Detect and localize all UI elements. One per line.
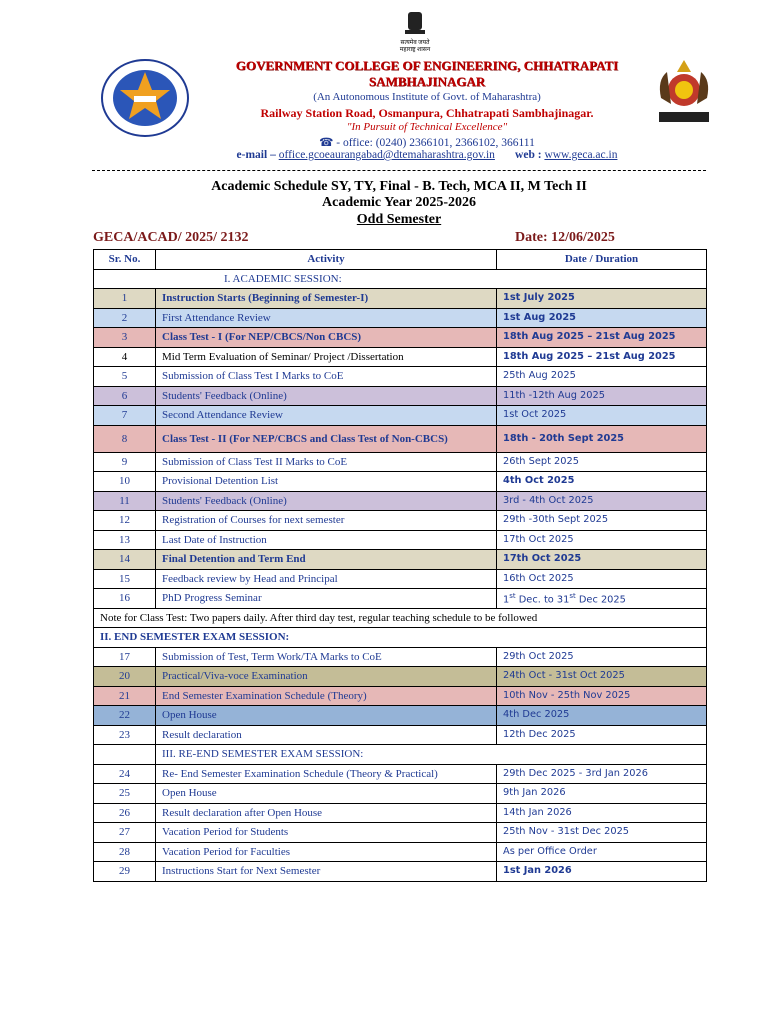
table-row: 27 Vacation Period for Students 25th Nov - 31st Dec 2025 xyxy=(94,823,707,843)
state-seal xyxy=(655,58,713,128)
table-row: 22 Open House 4th Dec 2025 xyxy=(94,706,707,726)
emblem-caption: सत्यमेव जयते महाराष्ट्र शासन xyxy=(399,40,431,53)
table-row: 10 Provisional Detention List 4th Oct 2025 xyxy=(94,472,707,492)
web-link[interactable]: www.geca.ac.in xyxy=(544,149,618,161)
table-row: 14 Final Detention and Term End 17th Oct 2025 xyxy=(94,550,707,570)
table-row: 15 Feedback review by Head and Principal 16th Oct 2025 xyxy=(94,569,707,589)
table-row: 3 Class Test - I (For NEP/CBCS/Non CBCS) 18th Aug 2025 – 21st Aug 2025 xyxy=(94,328,707,348)
table-row: 2 First Attendance Review 1st Aug 2025 xyxy=(94,308,707,328)
table-row: 7 Second Attendance Review 1st Oct 2025 xyxy=(94,406,707,426)
state-emblem xyxy=(400,10,430,40)
table-row: 17 Submission of Test, Term Work/TA Marks to CoE 29th Oct 2025 xyxy=(94,647,707,667)
reference-number: GECA/ACAD/ 2025/ 2132 xyxy=(93,230,249,245)
section-row: I. ACADEMIC SESSION: xyxy=(94,269,707,289)
col-date: Date / Duration xyxy=(497,250,707,270)
table-row: 6 Students' Feedback (Online) 11th -12th Aug 2025 xyxy=(94,386,707,406)
college-name-line1: GOVERNMENT COLLEGE OF ENGINEERING, CHHATRAPATI xyxy=(235,58,619,73)
table-header-row xyxy=(94,250,707,270)
header-divider xyxy=(92,170,706,171)
college-logo xyxy=(100,58,190,138)
office-phone: ☎ - office: (0240) 2366101, 2366102, 366111 xyxy=(319,137,535,149)
table-row: 5 Submission of Class Test I Marks to CoE 25th Aug 2025 xyxy=(94,367,707,387)
table-row: 9 Submission of Class Test II Marks to CoE 26th Sept 2025 xyxy=(94,452,707,472)
email-link[interactable]: office.gcoeaurangabad@dtemaharashtra.gov.in xyxy=(278,149,495,161)
table-row: 11 Students' Feedback (Online) 3rd - 4th Oct 2025 xyxy=(94,491,707,511)
table-row: 12 Registration of Courses for next semester 29th -30th Sept 2025 xyxy=(94,511,707,531)
table-row: 4 Mid Term Evaluation of Seminar/ Project /Dissertation 18th Aug 2025 – 21st Aug 2025 xyxy=(94,347,707,367)
semester-title: Odd Semester xyxy=(356,212,442,227)
section-row: II. END SEMESTER EXAM SESSION: xyxy=(94,628,707,648)
table-row: 8 Class Test - II (For NEP/CBCS and Class Test of Non-CBCS) 18th - 20th Sept 2025 xyxy=(94,425,707,452)
table-row: 28 Vacation Period for Faculties As per Office Order xyxy=(94,842,707,862)
academic-year: Academic Year 2025-2026 xyxy=(322,195,476,210)
note-row: Note for Class Test: Two papers daily. After third day test, regular teaching schedule to be followed xyxy=(94,608,707,628)
table-row: 23 Result declaration 12th Dec 2025 xyxy=(94,725,707,745)
section-row: III. RE-END SEMESTER EXAM SESSION: xyxy=(94,745,707,765)
table-row: 29 Instructions Start for Next Semester 1st Jan 2026 xyxy=(94,862,707,882)
table-row: 13 Last Date of Instruction 17th Oct 2025 xyxy=(94,530,707,550)
web-label: web : xyxy=(515,149,542,161)
schedule-title: Academic Schedule SY, TY, Final - B. Tech, MCA II, M Tech II xyxy=(211,179,587,194)
col-sr: Sr. No. xyxy=(94,250,156,270)
college-name-line2: SAMBHAJINAGAR xyxy=(368,74,486,89)
col-activity: Activity xyxy=(156,250,497,270)
college-motto: "In Pursuit of Technical Excellence" xyxy=(346,121,508,133)
table-row: 20 Practical/Viva-voce Examination 24th Oct - 31st Oct 2025 xyxy=(94,667,707,687)
college-address: Railway Station Road, Osmanpura, Chhatrapati Sambhajinagar. xyxy=(260,106,594,120)
autonomous-note: (An Autonomous Institute of Govt. of Maharashtra) xyxy=(313,91,541,103)
contact-line xyxy=(192,149,662,161)
table-row: 1 Instruction Starts (Beginning of Semester-I) 1st July 2025 xyxy=(94,289,707,309)
schedule-table xyxy=(93,249,707,882)
document-date: Date: 12/06/2025 xyxy=(515,230,615,245)
table-row: 26 Result declaration after Open House 14th Jan 2026 xyxy=(94,803,707,823)
table-row: 21 End Semester Examination Schedule (Theory) 10th Nov - 25th Nov 2025 xyxy=(94,686,707,706)
table-row: 25 Open House 9th Jan 2026 xyxy=(94,784,707,804)
email-label: e-mail – xyxy=(236,149,276,161)
table-row: 16 PhD Progress Seminar 1st Dec. to 31st Dec 2025 xyxy=(94,589,707,609)
phd-seminar-date: 1st Dec. to 31st Dec 2025 xyxy=(497,589,707,609)
table-row: 24 Re- End Semester Examination Schedule (Theory & Practical) 29th Dec 2025 - 3rd Jan 2026 xyxy=(94,764,707,784)
